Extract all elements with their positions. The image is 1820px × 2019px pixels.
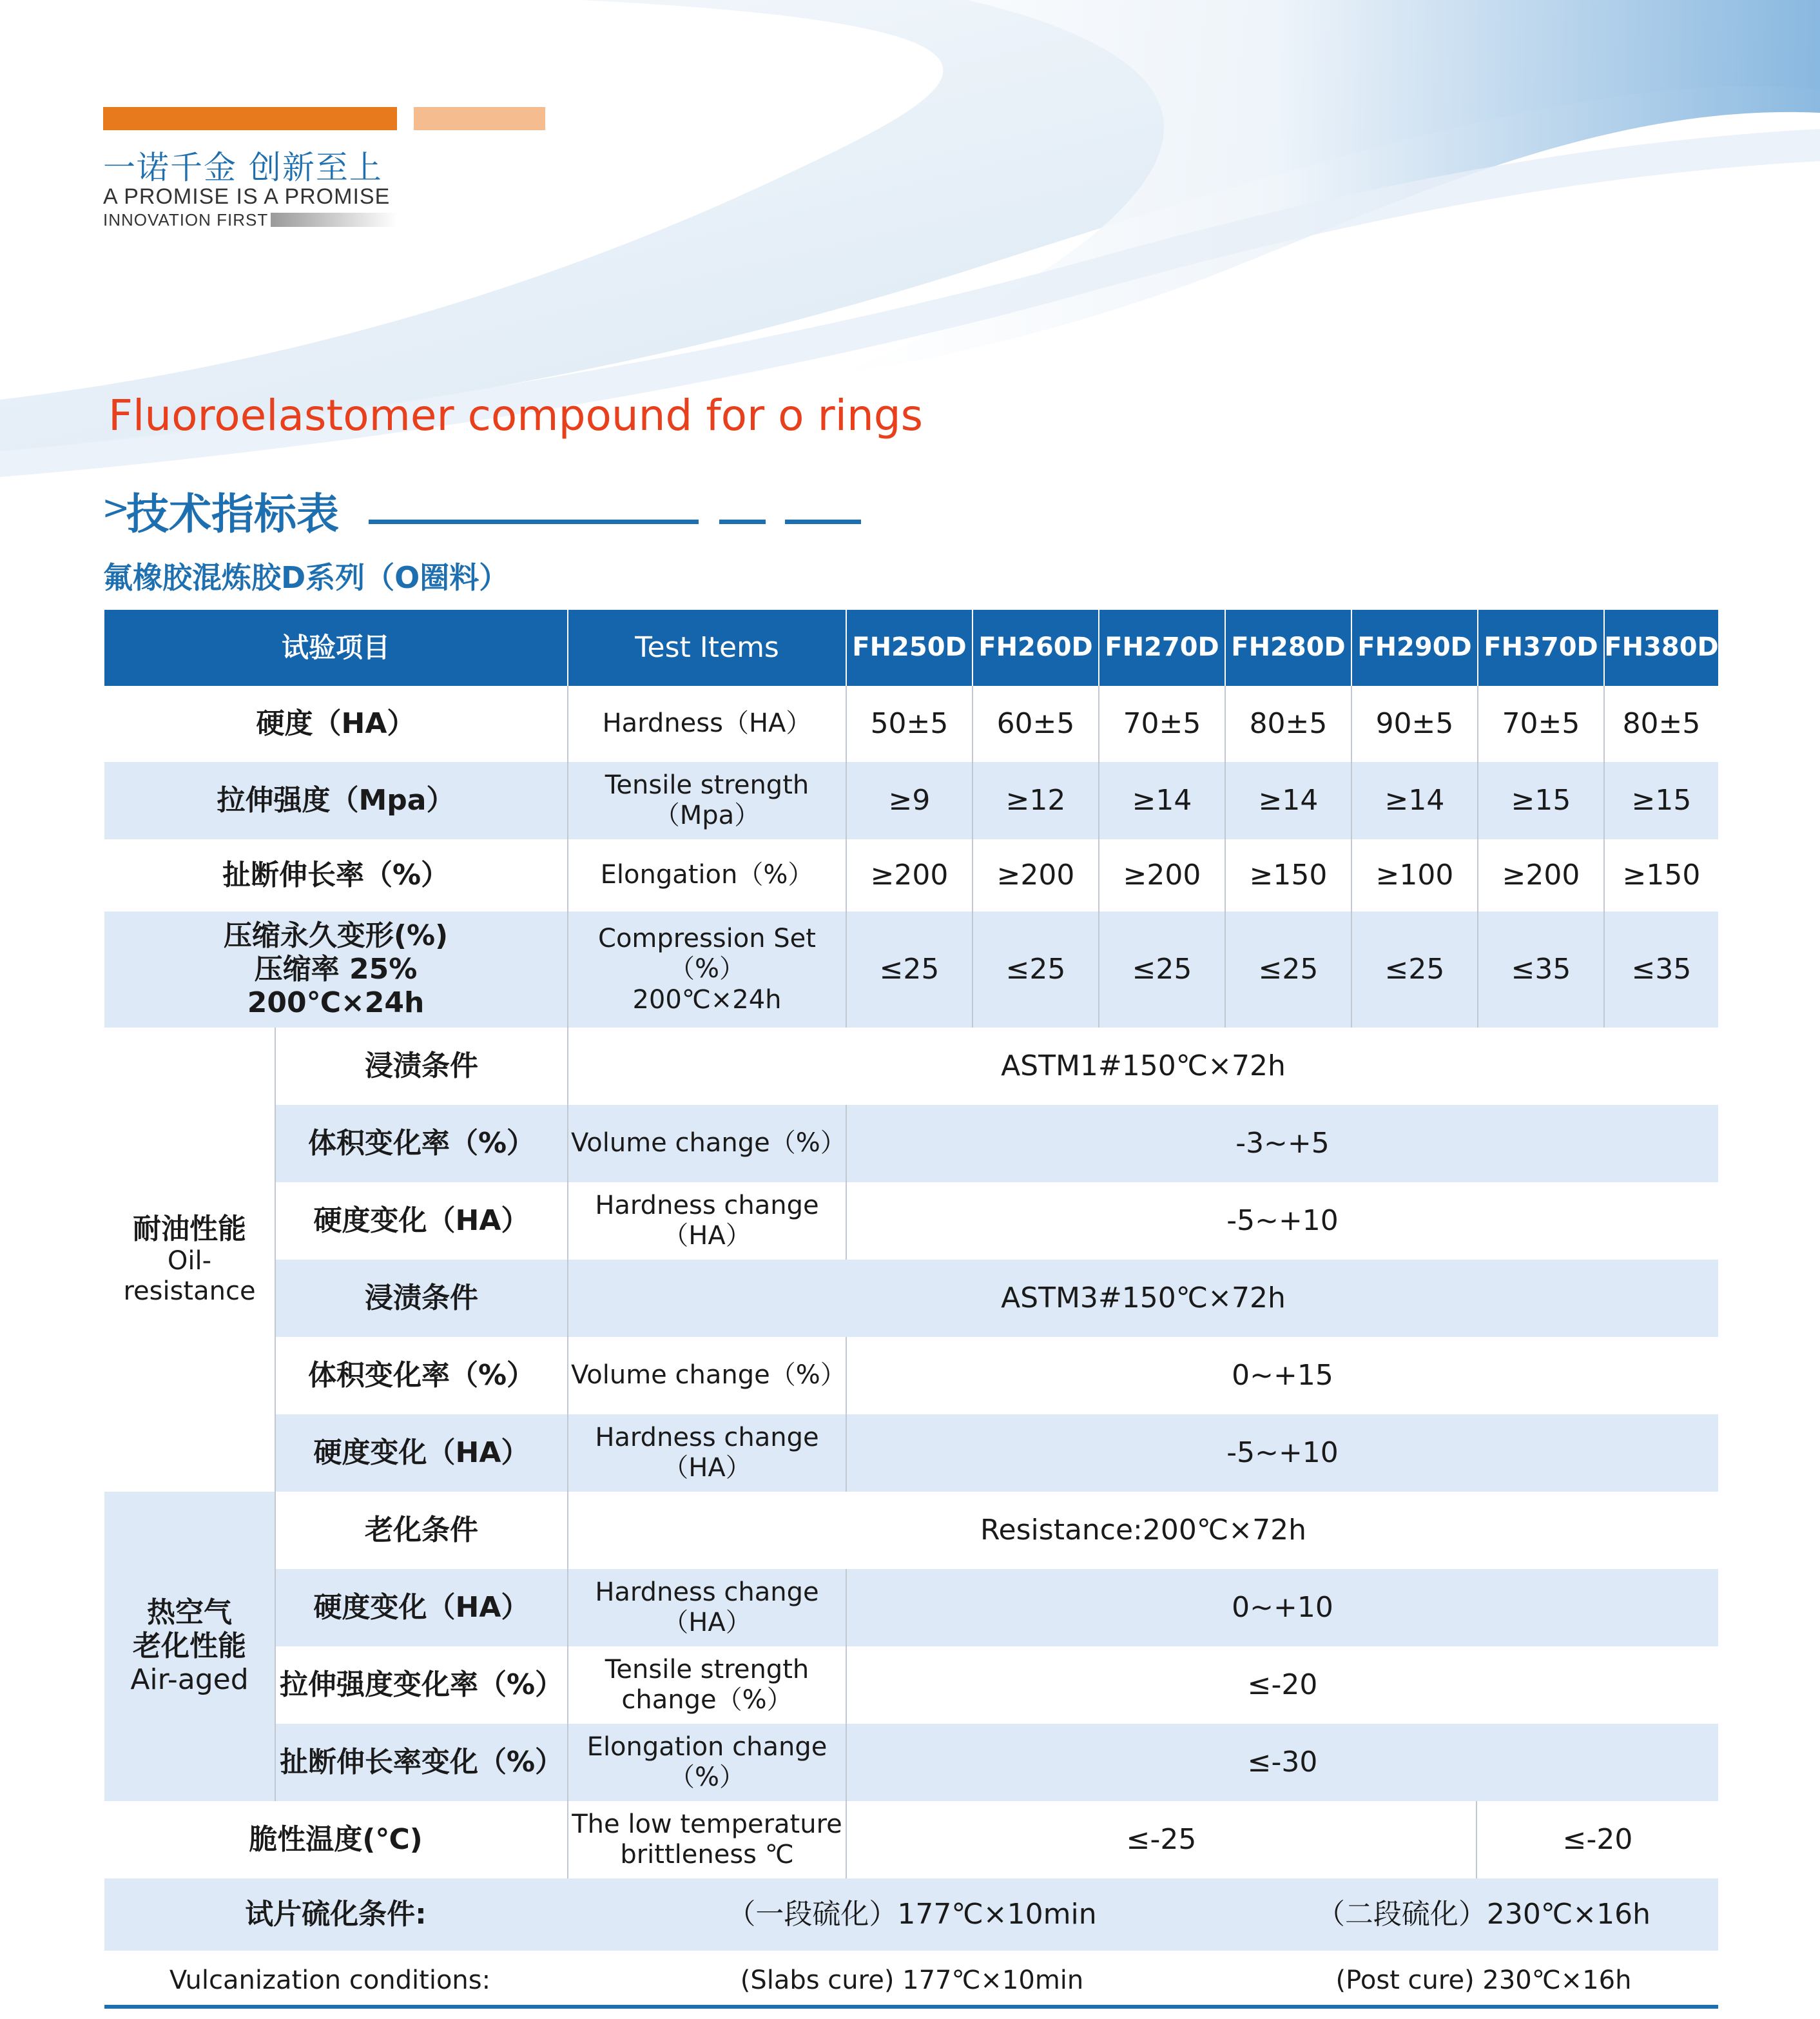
brittle-en: The low temperature brittleness ℃ (567, 1801, 846, 1878)
oil-group-label (104, 1028, 275, 1492)
oil-condition-value: ASTM3#150℃×72h (567, 1260, 1718, 1337)
oil-subitem-cn: 体积变化率（%） (275, 1105, 567, 1182)
slogan-en-line1: A PROMISE IS A PROMISE (103, 184, 391, 209)
property-cn: 硬度（HA） (256, 707, 416, 741)
oil-subitem-cn: 硬度变化（HA） (275, 1414, 567, 1492)
series-subtitle: 氟橡胶混炼胶D系列（O圈料） (103, 560, 509, 595)
page-title-en: Fluoroelastomer compound for o rings (108, 391, 924, 440)
oil-value: -3~+5 (846, 1105, 1718, 1182)
air-subitem-en: Tensile strength change（%） (567, 1646, 846, 1724)
property-value: ≤25 (1098, 912, 1225, 1028)
property-value: ≤25 (972, 912, 1098, 1028)
air-group-en: Air-aged (130, 1663, 249, 1696)
property-value: 60±5 (972, 686, 1098, 762)
oil-subitem-cn: 硬度变化（HA） (275, 1182, 567, 1260)
property-cn: 扯断伸长率（%） (222, 859, 450, 892)
property-cn: 压缩永久变形(%) 压缩率 25% 200℃×24h (223, 919, 449, 1019)
oil-subitem-en: Hardness change （HA） (567, 1414, 846, 1492)
vulcanization-stage1-en: (Slabs cure) 177℃×10min (740, 1965, 1084, 1996)
oil-subitem-en: Hardness change （HA） (567, 1182, 846, 1260)
property-value: ≤25 (1225, 912, 1351, 1028)
property-value: ≥15 (1477, 762, 1603, 839)
slogan-en-line2: INNOVATION FIRST (103, 210, 269, 229)
header-model-0: FH250D (846, 610, 972, 686)
oil-group-cn: 耐油性能 (133, 1212, 246, 1245)
property-cn: 拉伸强度（Mpa） (217, 784, 455, 817)
vulcanization-stage2-en: (Post cure) 230℃×16h (1335, 1965, 1632, 1996)
property-value: ≥150 (1603, 839, 1718, 912)
chevron-right-icon: > (102, 489, 130, 527)
property-value: ≥15 (1603, 762, 1718, 839)
header-model-2: FH270D (1098, 610, 1225, 686)
title-underline-long (369, 520, 699, 524)
property-value: ≤25 (846, 912, 972, 1028)
property-value: 50±5 (846, 686, 972, 762)
air-condition-cn: 老化条件 (275, 1492, 567, 1569)
property-value: 80±5 (1603, 686, 1718, 762)
vulcanization-stage1-cn: （一段硫化）177℃×10min (727, 1898, 1097, 1931)
property-en: Hardness（HA） (567, 686, 846, 762)
property-value: 70±5 (1098, 686, 1225, 762)
title-underline-mid (785, 520, 861, 524)
air-value: ≤-20 (846, 1646, 1718, 1724)
property-value: ≤25 (1351, 912, 1477, 1028)
property-value: ≤35 (1603, 912, 1718, 1028)
header-model-6: FH380D (1603, 610, 1718, 686)
air-subitem-cn: 扯断伸长率变化（%） (275, 1724, 567, 1801)
air-group-cn: 热空气 老化性能 (133, 1596, 246, 1663)
slogan-cn: 一诺千金 创新至上 (103, 149, 383, 186)
vulcanization-cn: 试片硫化条件: (245, 1898, 427, 1931)
property-value: ≥100 (1351, 839, 1477, 912)
air-group-label (104, 1492, 275, 1801)
slogan-gradient-bar (271, 213, 397, 227)
property-value: ≥200 (1477, 839, 1603, 912)
property-value: ≤35 (1477, 912, 1603, 1028)
oil-condition-value: ASTM1#150℃×72h (567, 1028, 1718, 1105)
property-value: 70±5 (1477, 686, 1603, 762)
air-value: ≤-30 (846, 1724, 1718, 1801)
air-subitem-cn: 硬度变化（HA） (275, 1569, 567, 1646)
property-value: 90±5 (1351, 686, 1477, 762)
header-model-3: FH280D (1225, 610, 1351, 686)
title-underline-short (719, 520, 766, 524)
header-model-5: FH370D (1477, 610, 1603, 686)
air-subitem-en: Hardness change （HA） (567, 1569, 846, 1646)
property-value: ≥200 (846, 839, 972, 912)
vulcanization-stage2-cn: （二段硫化）230℃×16h (1316, 1898, 1651, 1931)
brittle-cn: 脆性温度(℃) (249, 1823, 423, 1857)
property-value: ≥14 (1351, 762, 1477, 839)
oil-value: -5~+10 (846, 1414, 1718, 1492)
oil-group-en: Oil-resistance (123, 1245, 256, 1306)
property-value: ≥14 (1098, 762, 1225, 839)
section-title-cn: 技术指标表 (126, 489, 339, 539)
orange-accent-bar (103, 107, 397, 130)
air-value: 0~+10 (846, 1569, 1718, 1646)
property-en: Elongation（%） (567, 839, 846, 912)
property-value: ≥200 (1098, 839, 1225, 912)
property-value: ≥200 (972, 839, 1098, 912)
air-condition-value: Resistance:200℃×72h (567, 1492, 1718, 1569)
property-value: 80±5 (1225, 686, 1351, 762)
vulcanization-en: Vulcanization conditions: (169, 1965, 491, 1996)
oil-condition-cn: 浸渍条件 (275, 1260, 567, 1337)
property-value: ≥9 (846, 762, 972, 839)
oil-subitem-cn: 体积变化率（%） (275, 1337, 567, 1414)
oil-value: 0~+15 (846, 1337, 1718, 1414)
property-en: Tensile strength （Mpa） (567, 762, 846, 839)
oil-subitem-en: Volume change（%） (567, 1105, 846, 1182)
oil-subitem-en: Volume change（%） (567, 1337, 846, 1414)
light-orange-accent-bar (414, 107, 545, 130)
brittle-value-b: ≤-20 (1476, 1801, 1718, 1878)
header-test-items-cn: 试验项目 (104, 610, 567, 686)
property-value: ≥150 (1225, 839, 1351, 912)
brittle-value-a: ≤-25 (846, 1801, 1476, 1878)
header-test-items-en: Test Items (567, 610, 846, 686)
property-value: ≥14 (1225, 762, 1351, 839)
bottom-rule (104, 2005, 1718, 2009)
property-en: Compression Set（%） 200℃×24h (567, 912, 846, 1028)
header-model-1: FH260D (972, 610, 1098, 686)
spec-table (104, 610, 1719, 1996)
oil-value: -5~+10 (846, 1182, 1718, 1260)
air-subitem-cn: 拉伸强度变化率（%） (275, 1646, 567, 1724)
oil-condition-cn: 浸渍条件 (275, 1028, 567, 1105)
air-subitem-en: Elongation change （%） (567, 1724, 846, 1801)
header-model-4: FH290D (1351, 610, 1477, 686)
property-value: ≥12 (972, 762, 1098, 839)
